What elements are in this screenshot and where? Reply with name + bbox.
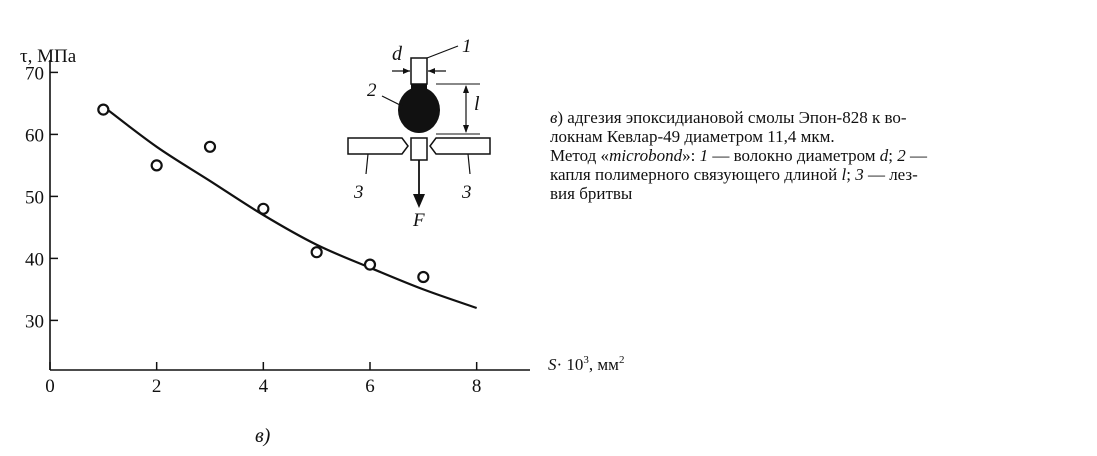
y-tick-label: 40 bbox=[25, 249, 44, 271]
data-point bbox=[98, 105, 108, 115]
figure-caption bbox=[550, 108, 1070, 203]
razor-blade-right bbox=[430, 138, 490, 154]
panel-label: в) bbox=[255, 425, 271, 447]
resin-droplet bbox=[398, 87, 440, 133]
leader-1 bbox=[427, 46, 458, 58]
x-axis-label: $S\cdot 10^3$, $мм^2$ bbox=[548, 354, 625, 374]
data-point bbox=[418, 272, 428, 282]
razor-blade-left bbox=[348, 138, 408, 154]
force-arrow-icon bbox=[413, 194, 425, 208]
x-tick-label: 8 bbox=[471, 376, 482, 397]
x-tick-label: 2 bbox=[151, 376, 162, 397]
y-tick-label: 70 bbox=[25, 63, 44, 85]
data-point bbox=[205, 142, 215, 152]
data-point bbox=[152, 160, 162, 170]
x-tick-label: 0 bbox=[45, 376, 55, 397]
leader-3-right bbox=[468, 154, 470, 174]
fiber-bottom bbox=[411, 138, 427, 160]
data-point bbox=[312, 247, 322, 257]
microbond-schematic bbox=[348, 36, 490, 231]
data-point bbox=[365, 260, 375, 270]
x-ticks bbox=[45, 362, 481, 397]
y-ticks bbox=[25, 63, 58, 332]
label-l: l bbox=[474, 93, 480, 115]
d-arrowhead-right-icon bbox=[428, 68, 435, 74]
data-points bbox=[98, 105, 428, 282]
y-axis-label: τ, МПа bbox=[20, 46, 77, 67]
label-3-right: 3 bbox=[462, 182, 472, 203]
d-arrowhead-left-icon bbox=[403, 68, 410, 74]
label-d: d bbox=[392, 43, 402, 65]
caption-line-2: локнам Кевлар-49 диаметром 11,4 мкм. bbox=[550, 127, 835, 146]
caption-line-3: Метод «microbond»: 1 — волокно диаметром d; 2 — bbox=[550, 146, 928, 165]
l-arrowhead-bottom-icon bbox=[463, 125, 469, 133]
label-F: F bbox=[413, 210, 425, 231]
y-tick-label: 50 bbox=[25, 187, 44, 209]
fiber-top bbox=[411, 58, 427, 84]
data-point bbox=[258, 204, 268, 214]
x-tick-label: 6 bbox=[365, 376, 375, 397]
label-2: 2 bbox=[367, 80, 377, 101]
leader-2 bbox=[382, 96, 402, 106]
caption-line-5: вия бритвы bbox=[550, 184, 633, 203]
caption-line-1: в) адгезия эпоксидиановой смолы Эпон-828 к во- bbox=[550, 108, 907, 127]
l-arrowhead-top-icon bbox=[463, 85, 469, 93]
leader-3-left bbox=[366, 154, 368, 174]
caption-line-4: капля полимерного связующего длиной l; 3 — лез- bbox=[550, 165, 918, 184]
label-1: 1 bbox=[462, 36, 472, 57]
label-3-left: 3 bbox=[354, 182, 364, 203]
x-tick-label: 4 bbox=[258, 376, 269, 397]
y-tick-label: 30 bbox=[25, 311, 44, 333]
y-tick-label: 60 bbox=[25, 125, 44, 147]
